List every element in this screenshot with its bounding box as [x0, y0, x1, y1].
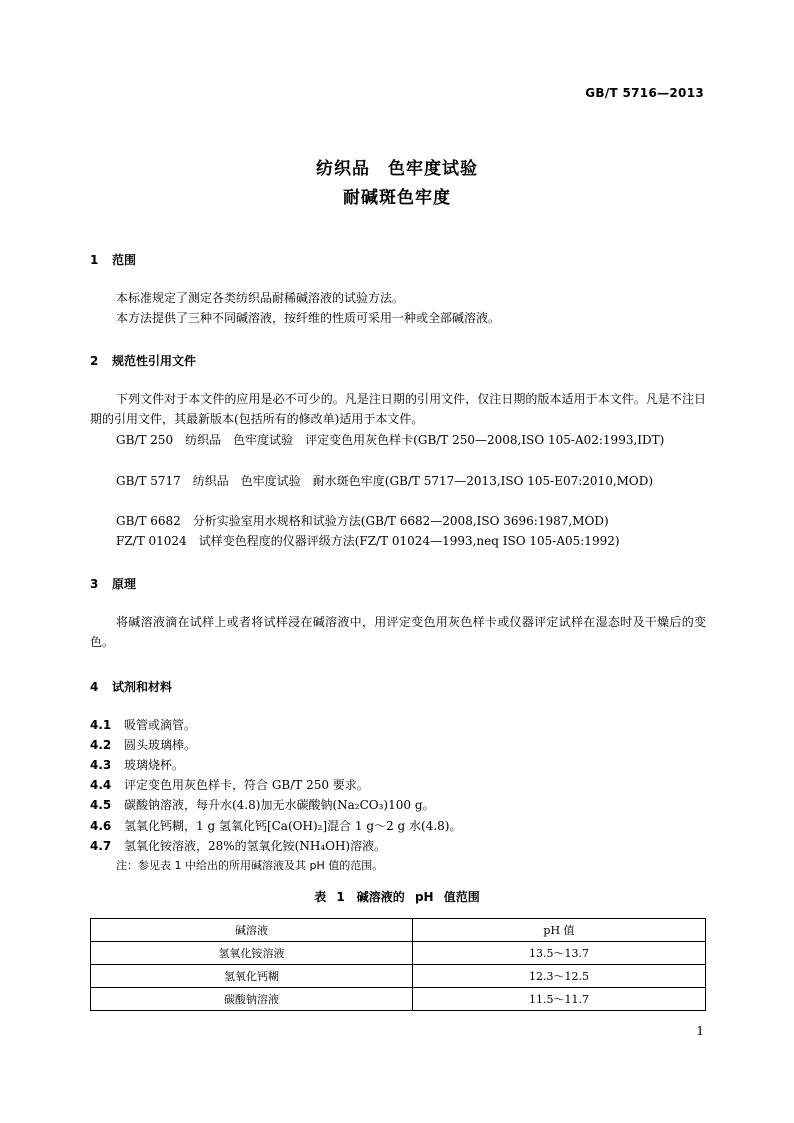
- table-cell: 氢氧化钙糊: [91, 965, 413, 988]
- section-number: 4: [90, 680, 99, 694]
- document-title-line2: 耐碱斑色牢度: [343, 188, 451, 208]
- section-number: 3: [90, 577, 99, 591]
- item-text: 玻璃烧杯。: [124, 758, 185, 772]
- section-number: 1: [90, 253, 99, 267]
- standard-number: GB/T 5716—2013: [585, 86, 704, 100]
- note: 注：参见表 1 中给出的所用碱溶液及其 pH 值的范围。: [116, 859, 384, 872]
- table-row: [91, 988, 706, 1011]
- list-item: [90, 716, 196, 733]
- list-item: [90, 837, 386, 854]
- item-text: 氢氧化铵溶液，28%的氢氧化铵(NH₄OH)溶液。: [124, 839, 387, 853]
- table-cell: 氢氧化铵溶液: [91, 942, 413, 965]
- item-text: 氢氧化钙糊，1 g 氢氧化钙[Ca(OH)₂]混合 1 g～2 g 水(4.8)。: [124, 819, 462, 833]
- section-title: 原理: [112, 577, 137, 591]
- item-number: 4.6: [90, 819, 112, 833]
- section-heading-reagents: [90, 678, 172, 695]
- list-item: [90, 817, 461, 834]
- table-caption: 表 1 碱溶液的 pH 值范围: [314, 890, 480, 904]
- section-number: 2: [90, 354, 99, 368]
- paragraph: 将碱溶液滴在试样上或者将试样浸在碱溶液中，用评定变色用灰色样卡或仪器评定试样在湿态时及干燥后的变色。: [90, 615, 706, 649]
- paragraph: 本标准规定了测定各类纺织品耐稀碱溶液的试验方法。: [116, 291, 405, 305]
- table-cell: 11.5～11.7: [412, 988, 705, 1011]
- item-text: 评定变色用灰色样卡，符合 GB/T 250 要求。: [124, 778, 369, 792]
- reference-gbt-250: GB/T 250 纺织品 色牢度试验 评定变色用灰色样卡(GB/T 250—2008,ISO 105-A02:1993,IDT): [116, 433, 665, 447]
- list-item: [90, 796, 435, 813]
- ph-range-table: [90, 918, 706, 1011]
- list-item: [90, 756, 184, 773]
- document-title-line1: 纺织品 色牢度试验: [316, 159, 478, 179]
- list-item: [90, 776, 369, 793]
- page-number: 1: [696, 1024, 704, 1038]
- table-cell: 13.5～13.7: [412, 942, 705, 965]
- reference-gbt-5717: GB/T 5717 纺织品 色牢度试验 耐水斑色牢度(GB/T 5717—2013,ISO 105-E07:2010,MOD): [116, 474, 654, 488]
- item-text: 碳酸钠溶液，每升水(4.8)加无水碳酸钠(Na₂CO₃)100 g。: [124, 798, 435, 812]
- item-number: 4.1: [90, 718, 112, 732]
- table-cell: 12.3～12.5: [412, 965, 705, 988]
- column-header: pH 值: [412, 919, 705, 942]
- reference-gbt-6682: GB/T 6682 分析实验室用水规格和试验方法(GB/T 6682—2008,ISO 3696:1987,MOD): [116, 514, 609, 528]
- paragraph: 下列文件对于本文件的应用是必不可少的。凡是注日期的引用文件，仅注日期的版本适用于本文件。凡是不注日期的引用文件，其最新版本(包括所有的修改单)适用于本文件。: [90, 392, 706, 426]
- table-cell: 碳酸钠溶液: [91, 988, 413, 1011]
- item-number: 4.2: [90, 738, 112, 752]
- item-number: 4.4: [90, 778, 112, 792]
- table-header-row: [91, 919, 706, 942]
- section-heading-scope: [90, 251, 136, 268]
- section-heading-normative-references: [90, 352, 196, 369]
- section-title: 规范性引用文件: [112, 354, 197, 368]
- table-row: [91, 965, 706, 988]
- column-header: 碱溶液: [91, 919, 413, 942]
- section-title: 试剂和材料: [112, 680, 173, 694]
- item-number: 4.7: [90, 839, 112, 853]
- section-heading-principle: [90, 575, 136, 592]
- item-text: 圆头玻璃棒。: [124, 738, 197, 752]
- reference-fzt-01024: FZ/T 01024 试样变色程度的仪器评级方法(FZ/T 01024—1993,neq ISO 105-A05:1992): [116, 534, 620, 548]
- item-number: 4.3: [90, 758, 112, 772]
- item-number: 4.5: [90, 798, 112, 812]
- item-text: 吸管或滴管。: [124, 718, 197, 732]
- paragraph: 本方法提供了三种不同碱溶液，按纤维的性质可采用一种或全部碱溶液。: [116, 311, 501, 325]
- table-row: [91, 942, 706, 965]
- list-item: [90, 736, 196, 753]
- section-title: 范围: [112, 253, 137, 267]
